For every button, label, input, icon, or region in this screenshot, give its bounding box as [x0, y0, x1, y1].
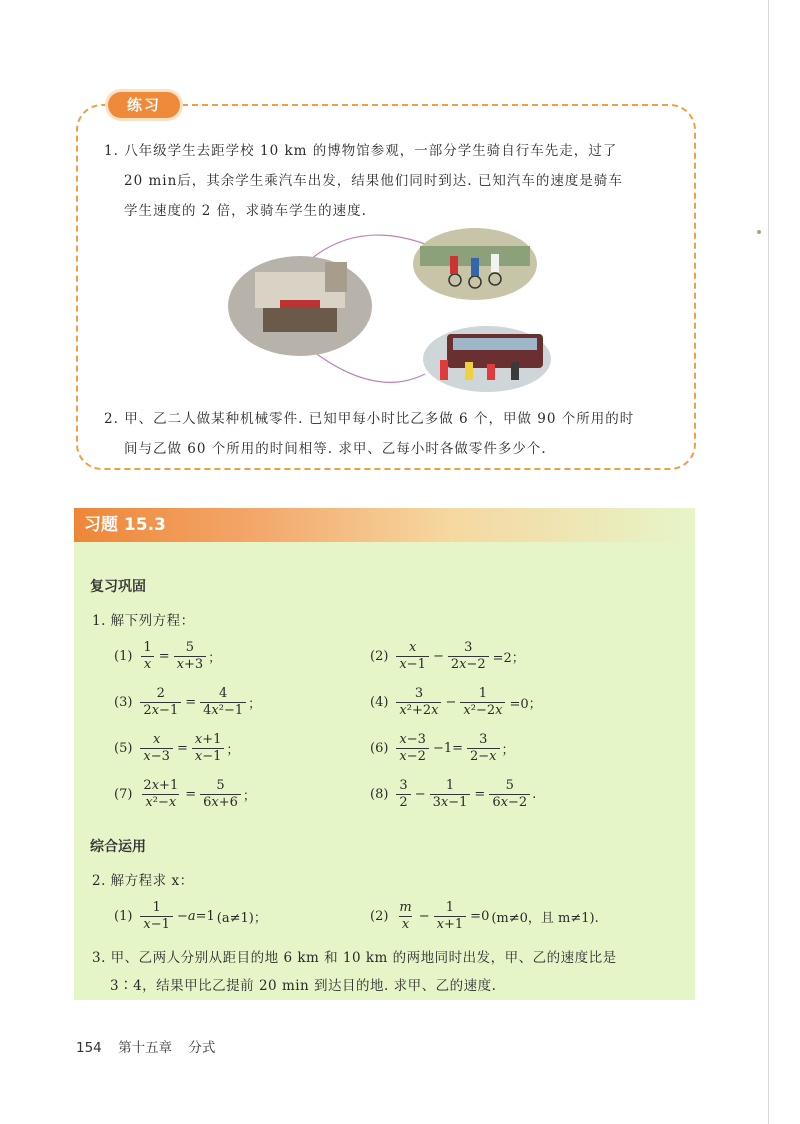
equation-1: (1) $\frac{1}{x}$ = $\frac{5}{x+3}$ ； — [114, 640, 222, 672]
practice-question-2 — [104, 404, 634, 464]
equation-label: (3) — [114, 695, 133, 710]
page-edge — [768, 0, 769, 1124]
equation-label: (5) — [114, 741, 133, 756]
exercise-question-1: 1. 解下列方程： — [92, 613, 195, 629]
exercise-question-3 — [92, 944, 617, 1000]
practice-tab: 练习 — [108, 92, 180, 118]
question-line: 3∶4，结果甲比乙提前 20 min 到达目的地. 求甲、乙的速度. — [110, 978, 497, 994]
chapter-label: 第十五章 — [118, 1040, 173, 1056]
question-number: 2. — [104, 411, 119, 427]
museum-sign — [280, 300, 320, 308]
equation-label: (2) — [370, 909, 389, 924]
equation-label: (7) — [114, 787, 133, 802]
equation-4: (4) $\frac{3}{\text{x²+2x}}$ − $\frac{1}{\text{x²−2x}}$ =0； — [370, 686, 542, 718]
equation-3: (3) $\frac{2}{2x-1}$ = $\frac{4}{\text{4x²−1}}$ ； — [114, 686, 262, 718]
question-line: 间与乙做 60 个所用的时间相等. 求甲、乙每小时各做零件多少个. — [124, 441, 547, 457]
equation-8: (8) $\frac{3}{2}$ − $\frac{1}{3x-1}$ = $\frac{5}{6x-2}$ . — [370, 778, 537, 810]
equation-label: (6) — [370, 741, 389, 756]
equation-condition: (a≠1)； — [216, 911, 267, 926]
question-line: 八年级学生去距学校 10 km 的博物馆参观，一部分学生骑自行车先走，过了 — [124, 143, 618, 159]
equation-6: (6) $\frac{x-3}{x-2}$ −1= $\frac{3}{2-x}$ ； — [370, 732, 515, 764]
page-mark — [757, 230, 761, 234]
exercise-question-2: 2. 解方程求 x： — [92, 873, 194, 889]
equation-label: (1) — [114, 649, 133, 664]
equation-5: (5) $\frac{x}{x-3}$ = $\frac{x+1}{x-1}$ ； — [114, 732, 240, 764]
question-number: 1. — [104, 143, 119, 159]
question-line: 20 min后，其余学生乘汽车出发，结果他们同时到达. 已知汽车的速度是骑车 — [124, 173, 623, 189]
illustration-museum-bike-bus — [225, 224, 555, 392]
practice-question-1 — [104, 136, 623, 226]
review-heading: 复习巩固 — [90, 579, 146, 595]
equation-2: (2) $\frac{x}{x-1}$ − $\frac{3}{2x-2}$ =2； — [370, 640, 525, 672]
apply-heading: 综合运用 — [90, 839, 146, 855]
equation-label: (8) — [370, 787, 389, 802]
equation-7: (7) $\frac{2x+1}{\text{x²−x}}$ = $\frac{5}{6x+6}$ ； — [114, 778, 256, 810]
page-number: 154 — [76, 1040, 102, 1056]
question-line: 甲、乙二人做某种机械零件. 已知甲每小时比乙多做 6 个，甲做 90 个所用的时 — [124, 411, 635, 427]
chapter-title: 分式 — [188, 1040, 216, 1056]
equation-q2-1: (1) $\frac{1}{x-1}$ −a=1 (a≠1)； — [114, 900, 267, 932]
question-line: 3. 甲、乙两人分别从距目的地 6 km 和 10 km 的两地同时出发，甲、乙的速度比是 — [92, 950, 617, 966]
equation-label: (4) — [370, 695, 389, 710]
equation-label: (1) — [114, 909, 133, 924]
page-footer — [76, 1036, 227, 1056]
equation-q2-2: (2) $\frac{m}{x}$ − $\frac{1}{x+1}$ =0 (m≠0，且 m≠1). — [370, 900, 599, 932]
exercise-header-bar — [74, 508, 695, 542]
connector-arc — [310, 349, 425, 382]
question-line: 学生速度的 2 倍，求骑车学生的速度. — [124, 203, 367, 219]
exercise-title: 习题 15.3 — [84, 515, 166, 535]
equation-condition: (m≠0，且 m≠1). — [491, 911, 599, 926]
equation-label: (2) — [370, 649, 389, 664]
museum-entrance — [263, 308, 337, 332]
